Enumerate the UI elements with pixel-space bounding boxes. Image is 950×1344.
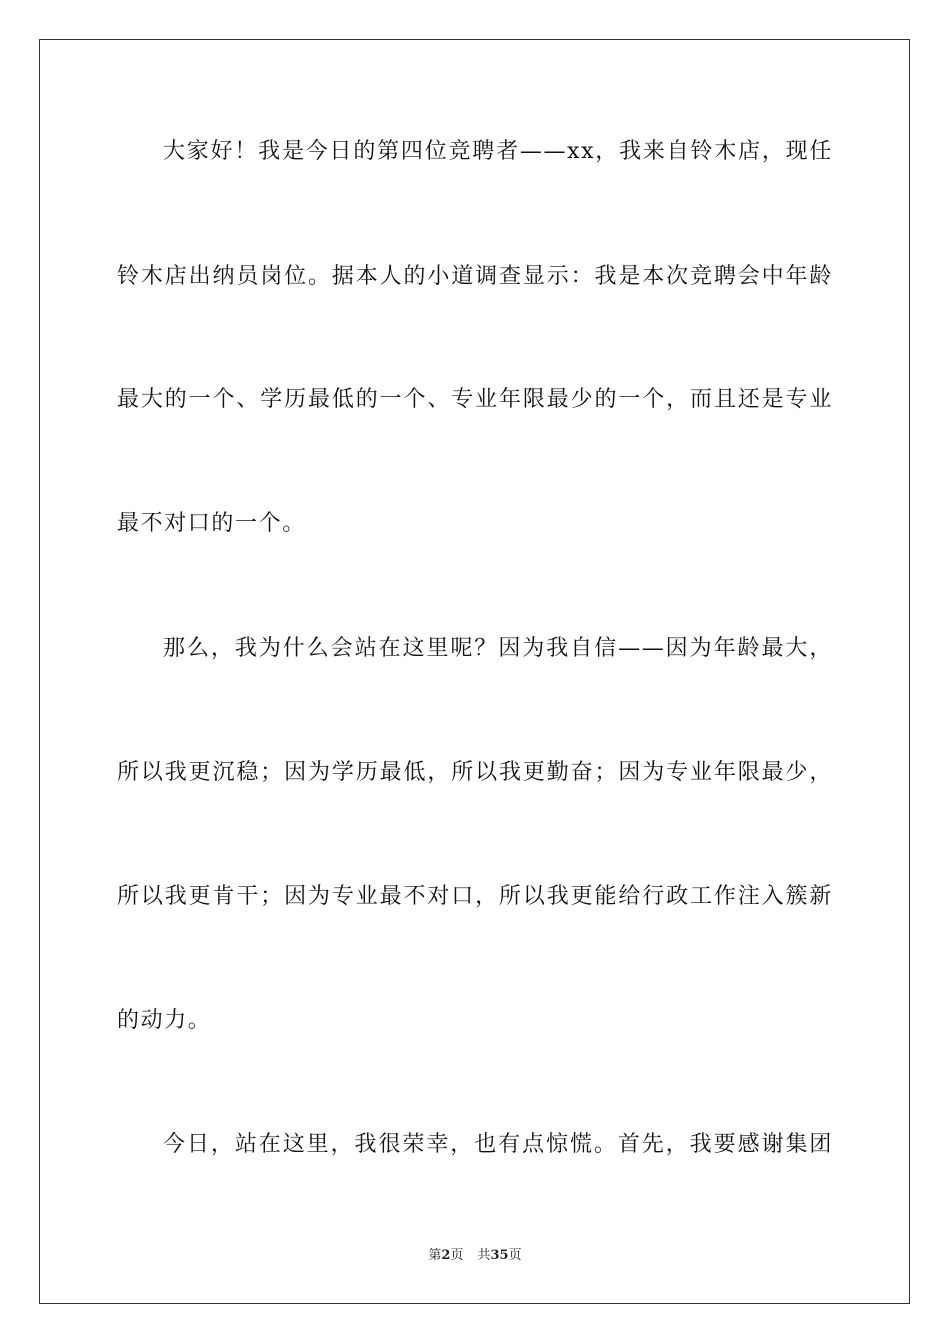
page-prefix: 第 [428, 1248, 442, 1263]
text-line: 大家好！我是今日的第四位竞聘者——xx，我来自铃木店，现任 [163, 139, 833, 164]
total-prefix: 共 [477, 1248, 491, 1263]
text-line: 所以我更沉稳；因为学历最低，所以我更勤奋；因为专业年限最少， [117, 760, 833, 785]
text-line: 那么，我为什么会站在这里呢？因为我自信——因为年龄最大， [163, 636, 833, 661]
text-line: 所以我更肯干；因为专业最不对口，所以我更能给行政工作注入簇新 [117, 884, 833, 909]
text-line: 今日，站在这里，我很荣幸，也有点惊慌。首先，我要感谢集团 [163, 1132, 833, 1157]
text-line: 最大的一个、学历最低的一个、专业年限最少的一个，而且还是专业 [117, 387, 833, 412]
page-suffix: 页 [450, 1248, 464, 1263]
page-footer [0, 1247, 950, 1265]
total-pages-number: 35 [490, 1248, 509, 1263]
text-line: 最不对口的一个。 [117, 511, 306, 536]
page-border [39, 39, 910, 1304]
total-suffix: 页 [508, 1248, 522, 1263]
text-line: 的动力。 [117, 1008, 212, 1033]
text-line: 铃木店出纳员岗位。据本人的小道调查显示：我是本次竞聘会中年龄 [117, 264, 833, 289]
current-page-number: 2 [441, 1248, 451, 1263]
